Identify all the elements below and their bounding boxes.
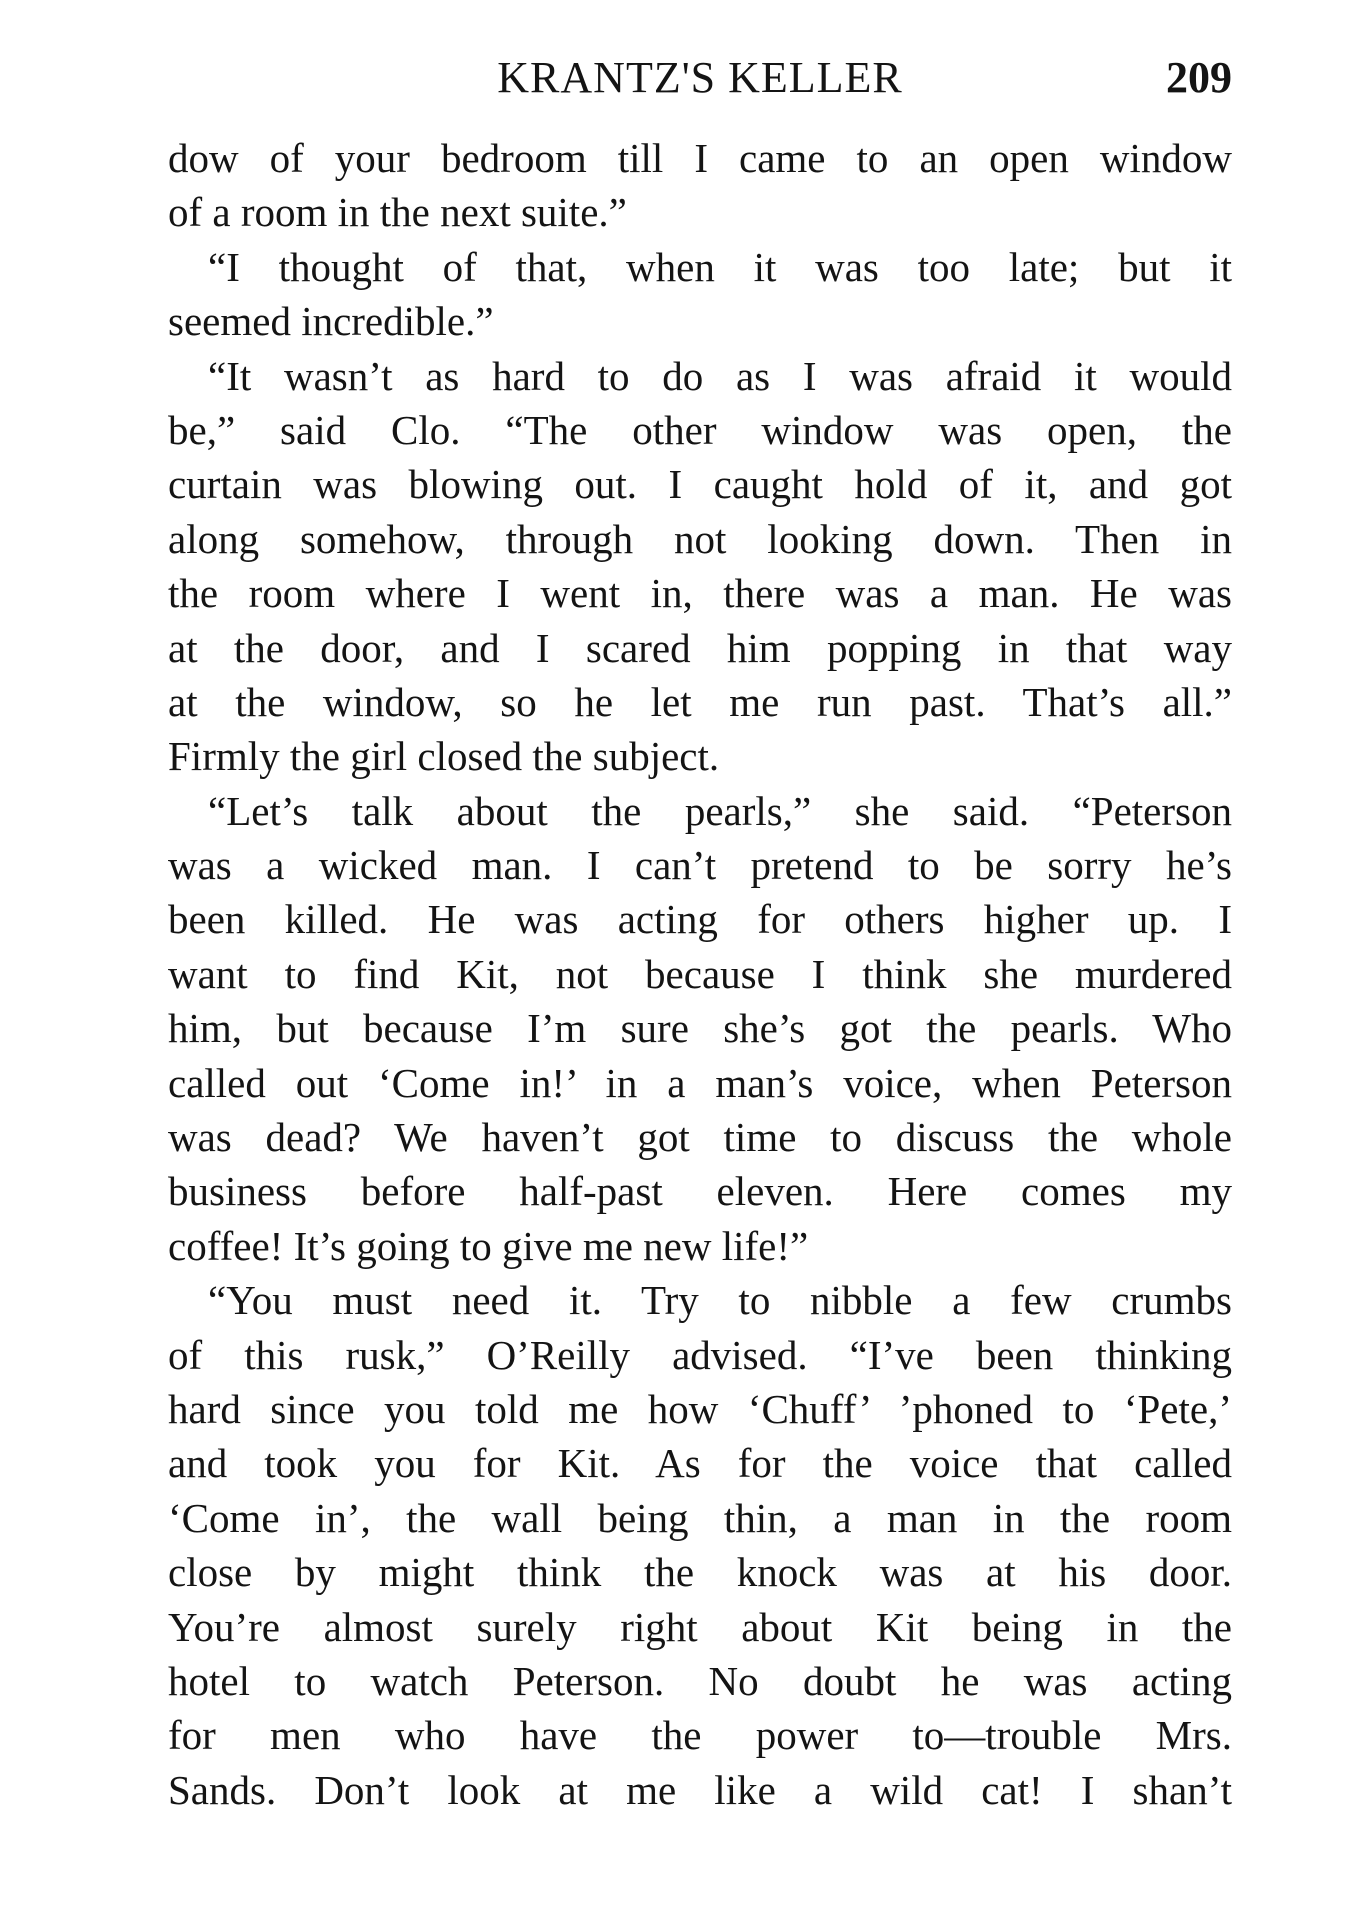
text-line: close by might think the knock was at his door.	[168, 1549, 1232, 1596]
text-line: curtain was blowing out. I caught hold of it, and got	[168, 461, 1232, 508]
text-line: along somehow, through not looking down. Then in	[168, 515, 1232, 562]
text-line: of a room in the next suite.”	[168, 189, 627, 236]
text-line: at the window, so he let me run past. That’s all.”	[168, 678, 1232, 725]
text-line: seemed incredible.”	[168, 298, 494, 345]
text-line: coffee! It’s going to give me new life!”	[168, 1222, 809, 1269]
text-line: him, but because I’m sure she’s got the pearls. Who	[168, 1005, 1232, 1052]
text-line: Firmly the girl closed the subject.	[168, 733, 720, 780]
text-line: called out ‘Come in!’ in a man’s voice, when Peterson	[168, 1059, 1232, 1106]
text-line: “I thought of that, when it was too late; but it	[208, 243, 1232, 290]
text-line: “Let’s talk about the pearls,” she said. “Peterson	[208, 787, 1232, 834]
page-number: 209	[1166, 53, 1232, 102]
text-line: You’re almost surely right about Kit being in the	[168, 1603, 1232, 1650]
text-line: hotel to watch Peterson. No doubt he was acting	[168, 1657, 1232, 1704]
text-line: and took you for Kit. As for the voice that called	[168, 1440, 1232, 1487]
text-line: for men who have the power to—trouble Mrs.	[168, 1712, 1232, 1759]
text-line: was a wicked man. I can’t pretend to be sorry he’s	[168, 842, 1232, 889]
text-line: at the door, and I scared him popping in that way	[168, 624, 1232, 671]
text-line: hard since you told me how ‘Chuff’ ’phoned to ‘Pete,’	[168, 1385, 1232, 1432]
text-line: Sands. Don’t look at me like a wild cat! I shan’t	[168, 1766, 1232, 1813]
text-line: been killed. He was acting for others higher up. I	[168, 896, 1232, 943]
text-line: “You must need it. Try to nibble a few crumbs	[208, 1277, 1232, 1324]
text-line: want to find Kit, not because I think she murdered	[168, 950, 1232, 997]
text-line: dow of your bedroom till I came to an open window	[168, 135, 1232, 181]
running-title: KRANTZ'S KELLER	[497, 53, 903, 102]
text-line: “It wasn’t as hard to do as I was afraid it would	[208, 352, 1232, 399]
text-line: be,” said Clo. “The other window was open, the	[168, 406, 1232, 453]
body-text	[168, 131, 1232, 1817]
running-head	[168, 48, 1232, 108]
text-line: business before half-past eleven. Here comes my	[168, 1168, 1232, 1215]
text-line: was dead? We haven’t got time to discuss the whole	[168, 1114, 1232, 1161]
text-line: the room where I went in, there was a man. He was	[168, 570, 1232, 617]
text-line: ‘Come in’, the wall being thin, a man in the room	[168, 1494, 1232, 1541]
text-line: of this rusk,” O’Reilly advised. “I’ve been thinking	[168, 1331, 1232, 1378]
